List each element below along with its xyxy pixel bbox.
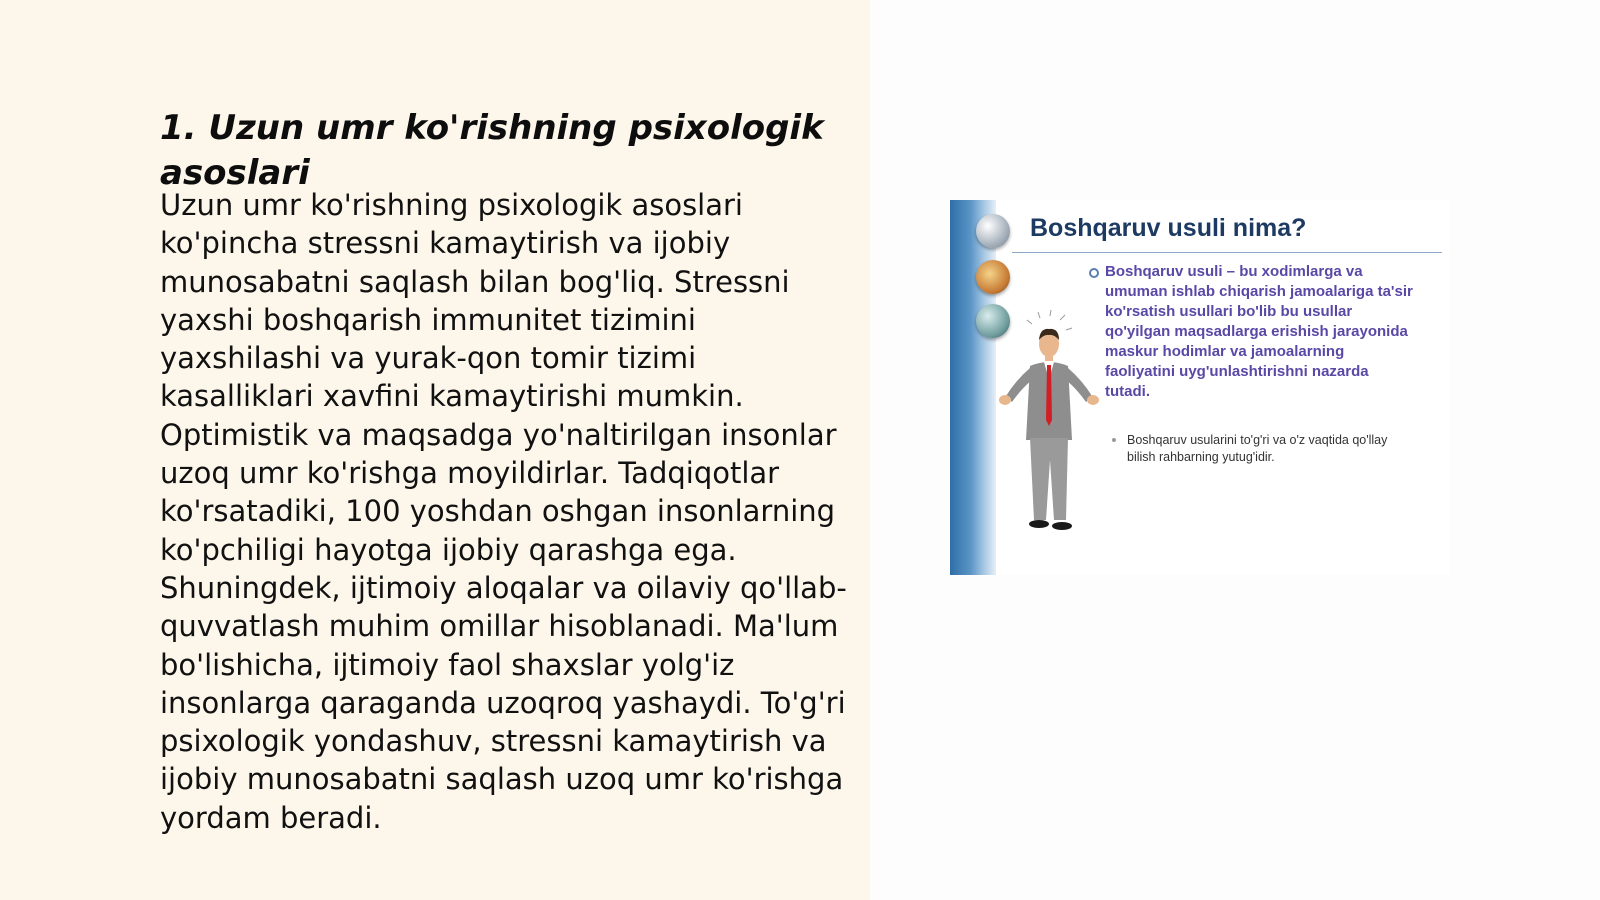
- embedded-sub-point: Boshqaruv usularini to'g'ri va o'z vaqtida qo'llay bilish rahbarning yutug'idir.: [1127, 433, 1388, 464]
- embedded-slide-image: [950, 200, 1450, 575]
- bullet-circle-icon: [1089, 268, 1099, 278]
- bullet-dot-icon: [1112, 438, 1116, 442]
- globe-bubble-icon: [976, 214, 1010, 248]
- side-gradient-bar: [950, 200, 996, 575]
- slide-title: 1. Uzun umr ko'rishning psixologik asoslari: [160, 108, 824, 193]
- businessman-figure-icon: [994, 310, 1104, 540]
- person-bubble-icon: [976, 260, 1010, 294]
- embedded-title: Boshqaruv usuli nima?: [1030, 214, 1307, 242]
- embedded-main-point: Boshqaruv usuli – bu xodimlarga va umuman ishlab chiqarish jamoalariga ta'sir ko'rsatish usullari bo'lib bu usullar qo'yilgan maqsadlarga erishish jarayonida maskur hodimlar va jamoalarning faoliyatini uyg'unlashtirishni nazarda tutadi.: [1105, 263, 1413, 400]
- title-divider: [1012, 252, 1442, 253]
- slide-body-text: Uzun umr ko'rishning psixologik asoslari ko'pincha stressni kamaytirish va ijobiy munosabatni saqlash bilan bog'liq. Stressni yaxshi boshqarish immunitet tizimini yaxshilashi va yurak-qon tomir tizimi kasalliklari xavfini kamaytirishi mumkin. Optimistik va maqsadga yo'naltirilgan insonlar uzoq umr ko'rishga moyildirlar. Tadqiqotlar ko'rsatadiki, 100 yoshdan oshgan insonlarning ko'pchiligi hayotga ijobiy qarashga ega. Shuningdek, ijtimoiy aloqalar va oilaviy qo'llab-quvvatlash muhim omillar hisoblanadi. Ma'lum bo'lishicha, ijtimoiy faol shaxslar yolg'iz insonlarga qaraganda uzoqroq yashaydi. To'g'ri psixologik yondashuv, stressni kamaytirish va ijobiy munosabatni saqlash uzoq umr ko'rishga yordam beradi.: [160, 188, 847, 835]
